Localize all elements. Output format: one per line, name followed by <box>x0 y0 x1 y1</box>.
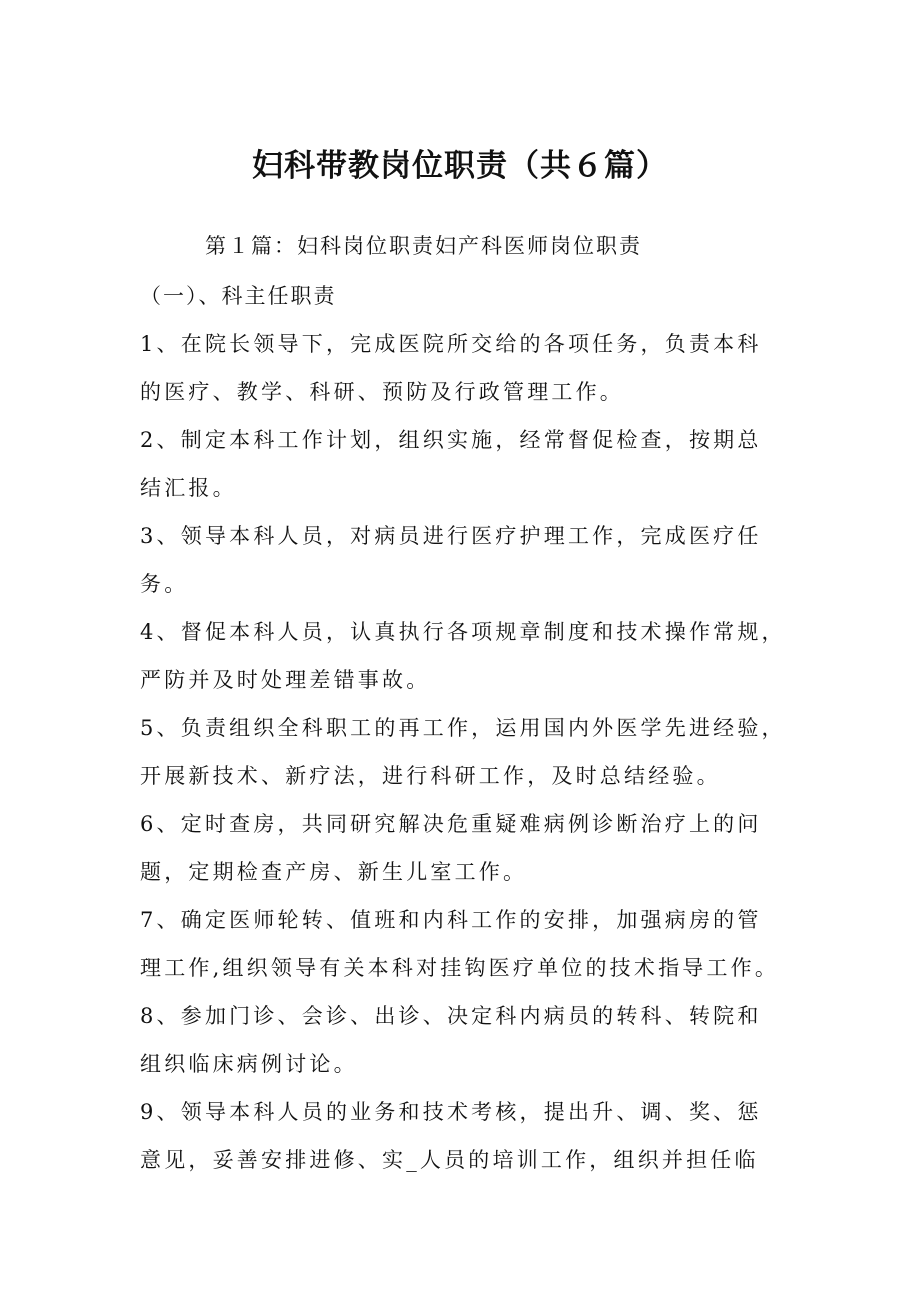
text-line: 结汇报。 <box>140 476 237 500</box>
text-line: 开展新技术、新疗法，进行科研工作，及时总结经验。 <box>140 764 721 788</box>
section-heading: （一）、科主任职责 <box>140 284 337 308</box>
body-text <box>140 324 800 1188</box>
text-line: 的医疗、教学、科研、预防及行政管理工作。 <box>140 380 624 404</box>
text-line: 7、确定医师轮转、值班和内科工作的安排，加强病房的管 <box>140 908 762 932</box>
chapter-subtitle: 第１篇：妇科岗位职责妇产科医师岗位职责 <box>205 234 642 258</box>
text-line: 1、在院长领导下，完成医院所交给的各项任务，负责本科 <box>140 332 762 356</box>
text-line: 5、负责组织全科职工的再工作，运用国内外医学先进经验， <box>140 716 786 740</box>
text-line: 2、制定本科工作计划，组织实施，经常督促检查，按期总 <box>140 428 762 452</box>
text-line: 4、督促本科人员，认真执行各项规章制度和技术操作常规， <box>140 620 786 644</box>
text-line: 理工作,组织领导有关本科对挂钩医疗单位的技术指导工作。 <box>140 956 780 980</box>
document-title: 妇科带教岗位职责（共６篇） <box>252 148 668 184</box>
text-line: 8、参加门诊、会诊、出诊、决定科内病员的转科、转院和 <box>140 1004 762 1028</box>
text-line: 严防并及时处理差错事故。 <box>140 668 431 692</box>
text-line: 意见，妥善安排进修、实_人员的培训工作，组织并担任临 <box>140 1148 759 1172</box>
text-line: 3、领导本科人员，对病员进行医疗护理工作，完成医疗任 <box>140 524 762 548</box>
text-line: 组织临床病例讨论。 <box>140 1052 358 1076</box>
text-line: 务。 <box>140 572 189 596</box>
text-line: 题，定期检查产房、新生儿室工作。 <box>140 860 528 884</box>
text-line: 9、领导本科人员的业务和技术考核，提出升、调、奖、惩 <box>140 1100 762 1124</box>
text-line: 6、定时查房，共同研究解决危重疑难病例诊断治疗上的问 <box>140 812 762 836</box>
